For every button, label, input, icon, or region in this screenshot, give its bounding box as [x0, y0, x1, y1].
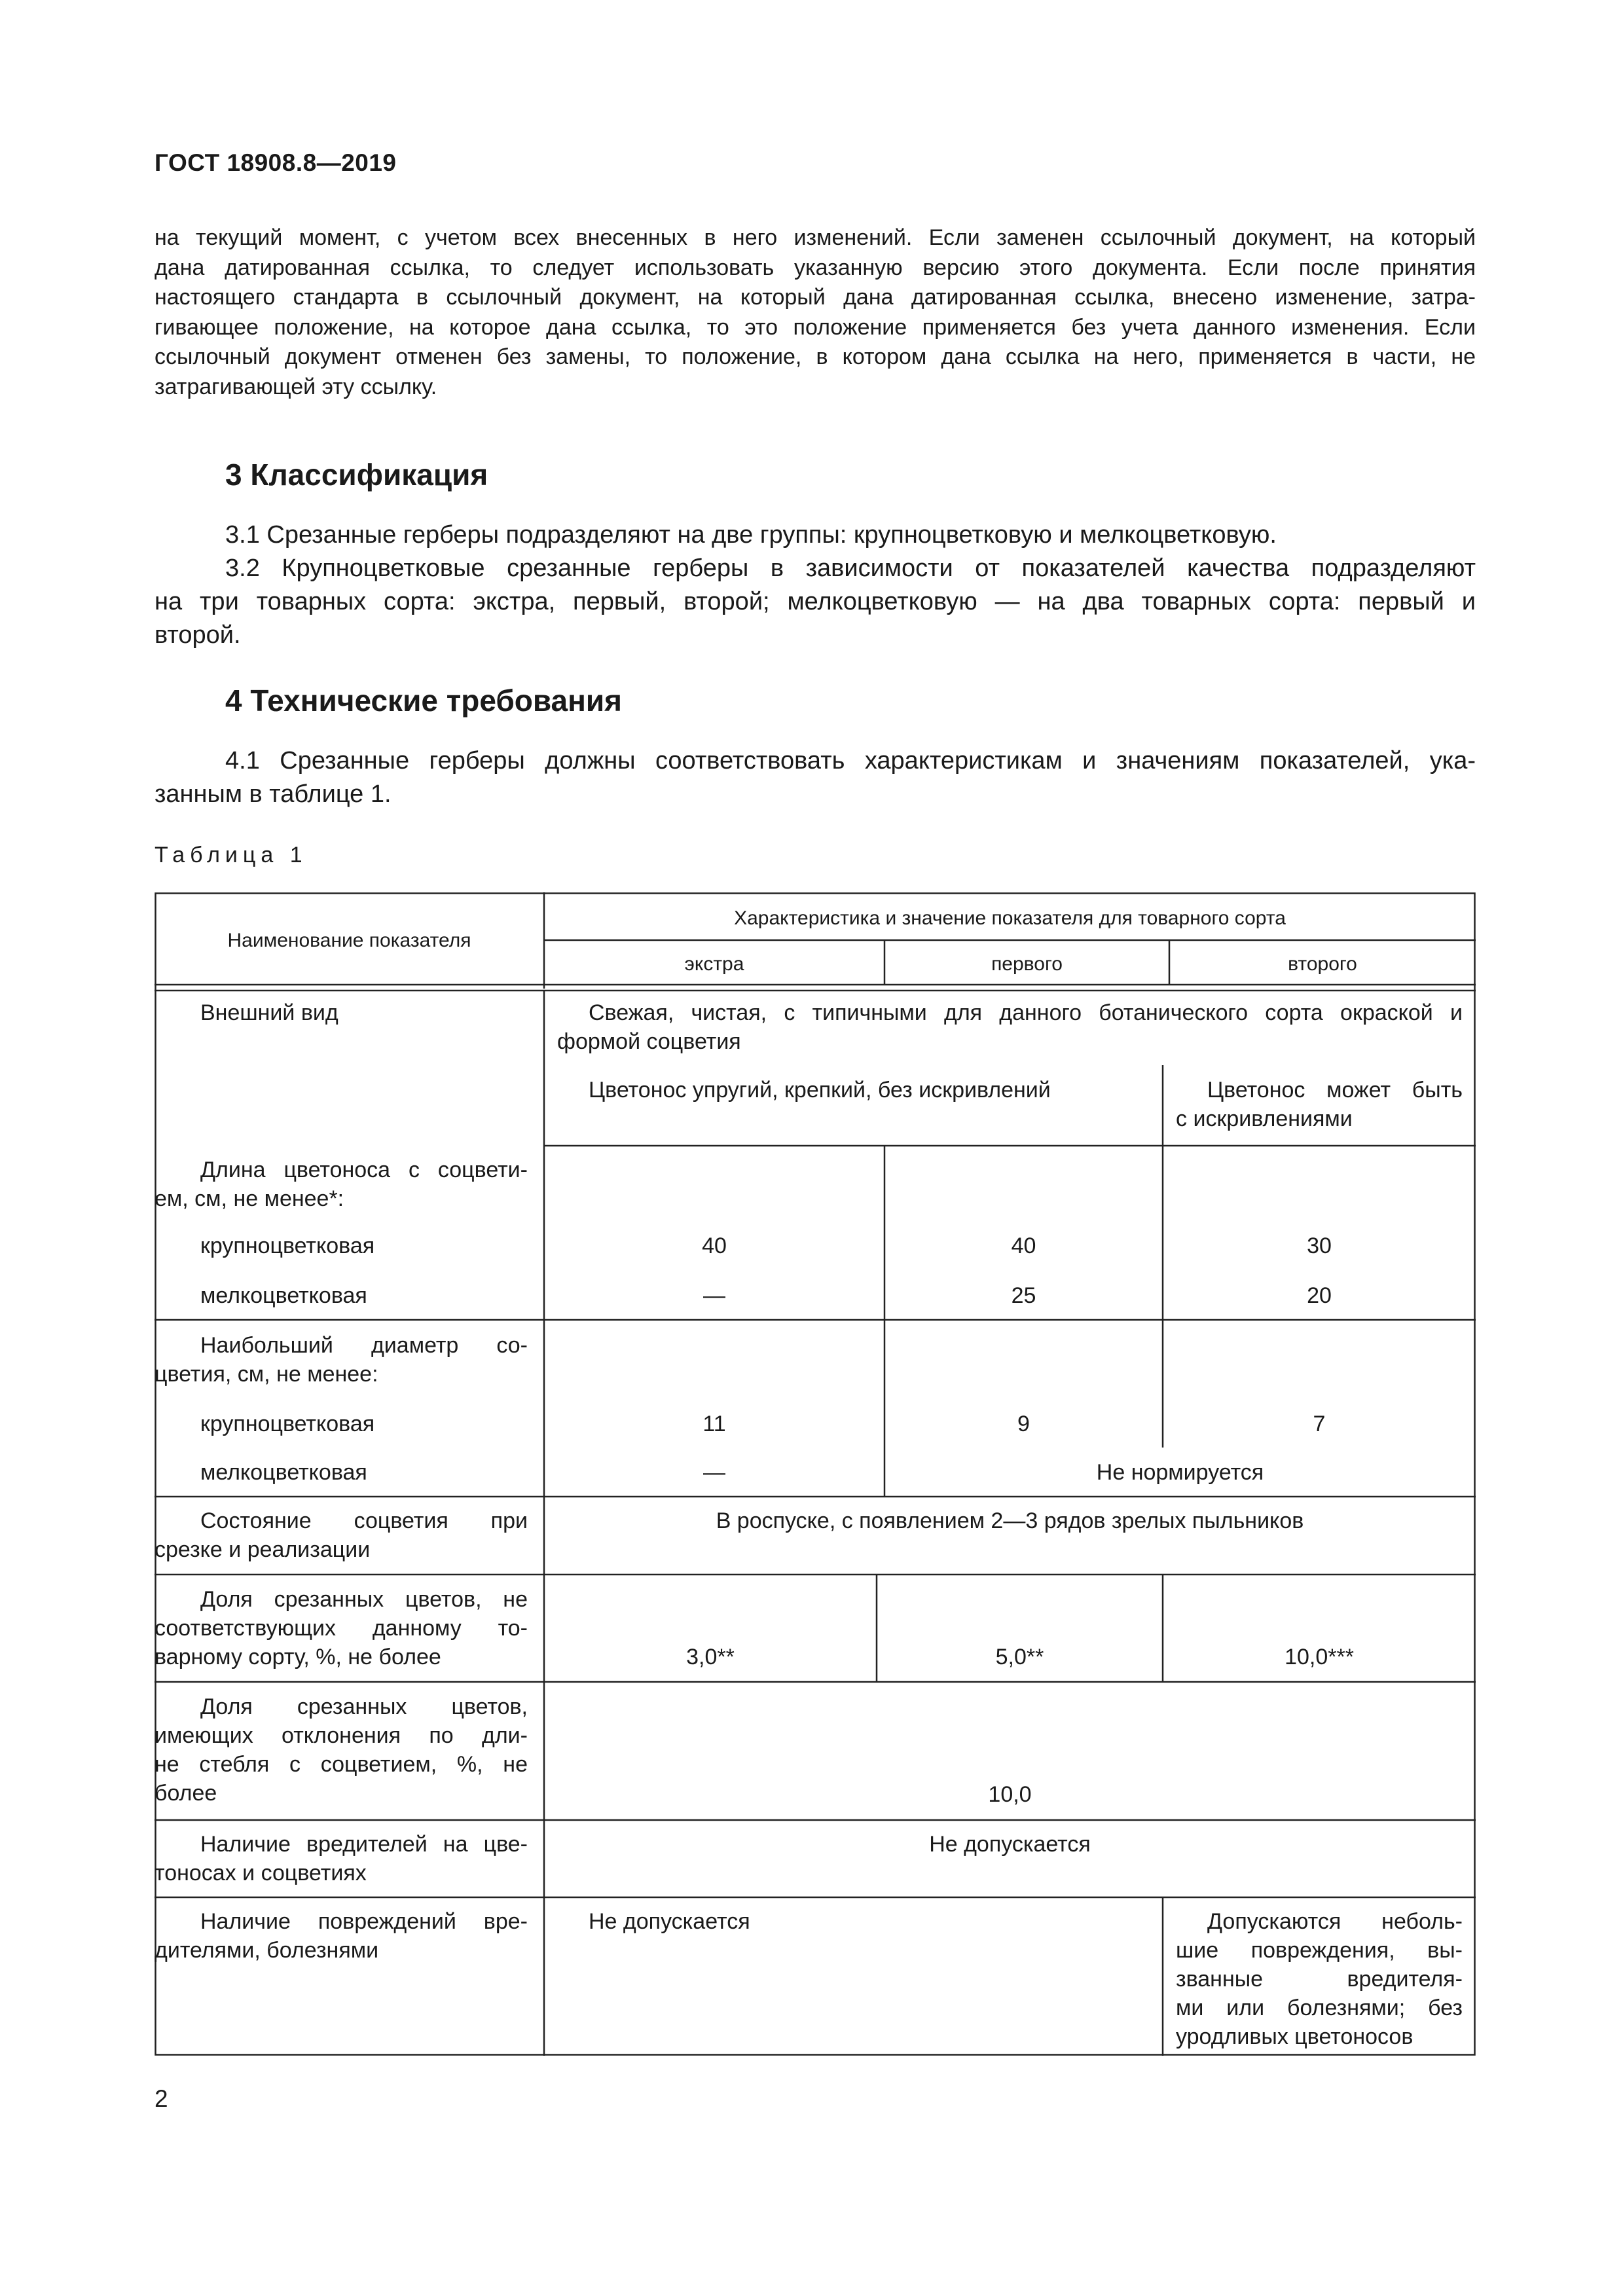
- row-diameter-label: [155, 1331, 528, 1389]
- damage-extra-first: Не допускается: [589, 1909, 750, 1934]
- text-line: цветия, см, не менее:: [155, 1362, 378, 1387]
- text-line: Цветонос может быть: [1207, 1078, 1463, 1102]
- row-appearance-label: Внешний вид: [200, 1000, 338, 1025]
- row-length-label: [155, 1156, 528, 1213]
- text-line: 3.2 Крупноцветковые срезанные герберы в зависимости от показателей качества подразделяют: [225, 555, 1476, 582]
- text-line: Наличие повреждений вре-: [200, 1909, 528, 1934]
- text-line: затрагивающей эту ссылку.: [155, 374, 437, 399]
- text-line: уродливых цветоносов: [1176, 2024, 1413, 2049]
- text-line: на текущий момент, с учетом всех внесенных в него изменений. Если заменен ссылочный документ, на который: [155, 225, 1476, 250]
- text-line: имеющих отклонения по дли-: [155, 1723, 528, 1748]
- share-nonconform-first: 5,0**: [995, 1645, 1044, 1669]
- share-length-value: 10,0: [988, 1782, 1032, 1807]
- text-line: дана датированная ссылка, то следует использовать указанную версию этого документа. Если после принятия: [155, 255, 1476, 280]
- text-line: Допускаются неболь-: [1207, 1909, 1463, 1934]
- text-line: ми или болезнями; без: [1176, 1995, 1463, 2020]
- text-line: Свежая, чистая, с типичными для данного ботанического сорта окраской и: [589, 1000, 1463, 1025]
- damage-second: [1176, 1907, 1463, 2051]
- length-large-second: 30: [1307, 1233, 1332, 1258]
- diameter-large-extra: 11: [702, 1412, 726, 1436]
- text-line: Доля срезанных цветов,: [200, 1694, 528, 1719]
- diameter-large-second: 7: [1313, 1412, 1326, 1436]
- text-line: варному сорту, %, не более: [155, 1645, 441, 1669]
- text-line: гивающее положение, на которое дана ссылка, то это положение применяется без учета данного изменения. Если: [155, 314, 1476, 340]
- appearance-stem-curved: [1176, 1076, 1463, 1133]
- text-line: соответствующих данному то-: [155, 1616, 528, 1641]
- pests-value: Не допускается: [929, 1832, 1091, 1857]
- text-line: Длина цветоноса с соцвети-: [200, 1157, 528, 1182]
- row-state-label: [155, 1506, 528, 1564]
- state-value: В роспуске, с появлением 2—3 рядов зрелых пыльников: [716, 1508, 1304, 1533]
- diameter-large-label: крупноцветковая: [200, 1412, 375, 1436]
- text-line: на три товарных сорта: экстра, первый, второй; мелкоцветковую — на два товарных сорта: первый и: [155, 588, 1476, 615]
- header-group: Характеристика и значение показателя для товарного сорта: [734, 907, 1286, 929]
- length-large-extra: 40: [702, 1233, 727, 1258]
- diameter-small-extra: —: [703, 1460, 725, 1485]
- header-first: первого: [991, 953, 1063, 975]
- section-3-heading: 3 Классификация: [225, 458, 488, 492]
- text-line: занным в таблице 1.: [155, 780, 392, 808]
- length-small-extra: —: [703, 1283, 725, 1308]
- text-line: Наибольший диаметр со-: [200, 1333, 528, 1358]
- diameter-large-first: 9: [1017, 1412, 1030, 1436]
- diameter-small-other: Не нормируется: [1096, 1460, 1264, 1485]
- length-small-second: 20: [1307, 1283, 1332, 1308]
- intro-paragraph: [155, 223, 1476, 403]
- length-large-first: 40: [1011, 1233, 1036, 1258]
- header-name-column: Наименование показателя: [227, 930, 471, 951]
- quality-table: [155, 892, 1476, 2056]
- document-header: ГОСТ 18908.8—2019: [155, 149, 397, 176]
- row-share-nonconform-label: [155, 1585, 528, 1671]
- appearance-stem-ok: Цветонос упругий, крепкий, без искривлений: [589, 1078, 1051, 1102]
- row-pests-label: [155, 1830, 528, 1887]
- text-line: не стебля с соцветием, %, не: [155, 1752, 528, 1777]
- text-line: дителями, болезнями: [155, 1938, 379, 1963]
- text-line: более: [155, 1781, 217, 1806]
- length-small-label: мелкоцветковая: [200, 1283, 367, 1308]
- table-caption: Таблица 1: [155, 843, 308, 867]
- appearance-description: [557, 998, 1463, 1056]
- clause-3-2: [155, 552, 1476, 652]
- text-line: 3.1 Срезанные герберы подразделяют на две группы: крупноцветковую и мелкоцветковую.: [225, 521, 1277, 549]
- row-damage-label: [155, 1907, 528, 1965]
- text-line: Состояние соцветия при: [200, 1508, 528, 1533]
- length-small-first: 25: [1011, 1283, 1036, 1308]
- share-nonconform-extra: 3,0**: [686, 1645, 735, 1669]
- share-nonconform-second: 10,0***: [1285, 1645, 1354, 1669]
- diameter-small-label: мелкоцветковая: [200, 1460, 367, 1485]
- text-line: настоящего стандарта в ссылочный документ, на который дана датированная ссылка, внесено изменение, затра-: [155, 285, 1476, 310]
- clause-4-1: [155, 744, 1476, 811]
- row-share-length-label: [155, 1692, 528, 1808]
- text-line: тоносах и соцветиях: [155, 1861, 367, 1886]
- text-line: ссылочный документ отменен без замены, то положение, в котором дана ссылка на него, применяется в части, не: [155, 344, 1476, 370]
- text-line: 4.1 Срезанные герберы должны соответствовать характеристикам и значениям показателей, ука-: [225, 747, 1476, 774]
- text-line: с искривлениями: [1176, 1106, 1353, 1131]
- header-second: второго: [1288, 953, 1357, 975]
- text-line: званные вредителя-: [1176, 1967, 1463, 1992]
- page-number: 2: [155, 2085, 168, 2112]
- clause-3-1: [155, 519, 1476, 552]
- text-line: второй.: [155, 621, 241, 649]
- text-line: ем, см, не менее*:: [155, 1186, 344, 1211]
- section-4-heading: 4 Технические требования: [225, 683, 622, 718]
- text-line: формой соцветия: [557, 1029, 741, 1054]
- length-large-label: крупноцветковая: [200, 1233, 375, 1258]
- text-line: срезке и реализации: [155, 1537, 371, 1562]
- text-line: шие повреждения, вы-: [1176, 1938, 1463, 1963]
- text-line: Наличие вредителей на цве-: [200, 1832, 528, 1857]
- header-extra: экстра: [684, 953, 744, 975]
- text-line: Доля срезанных цветов, не: [200, 1587, 528, 1612]
